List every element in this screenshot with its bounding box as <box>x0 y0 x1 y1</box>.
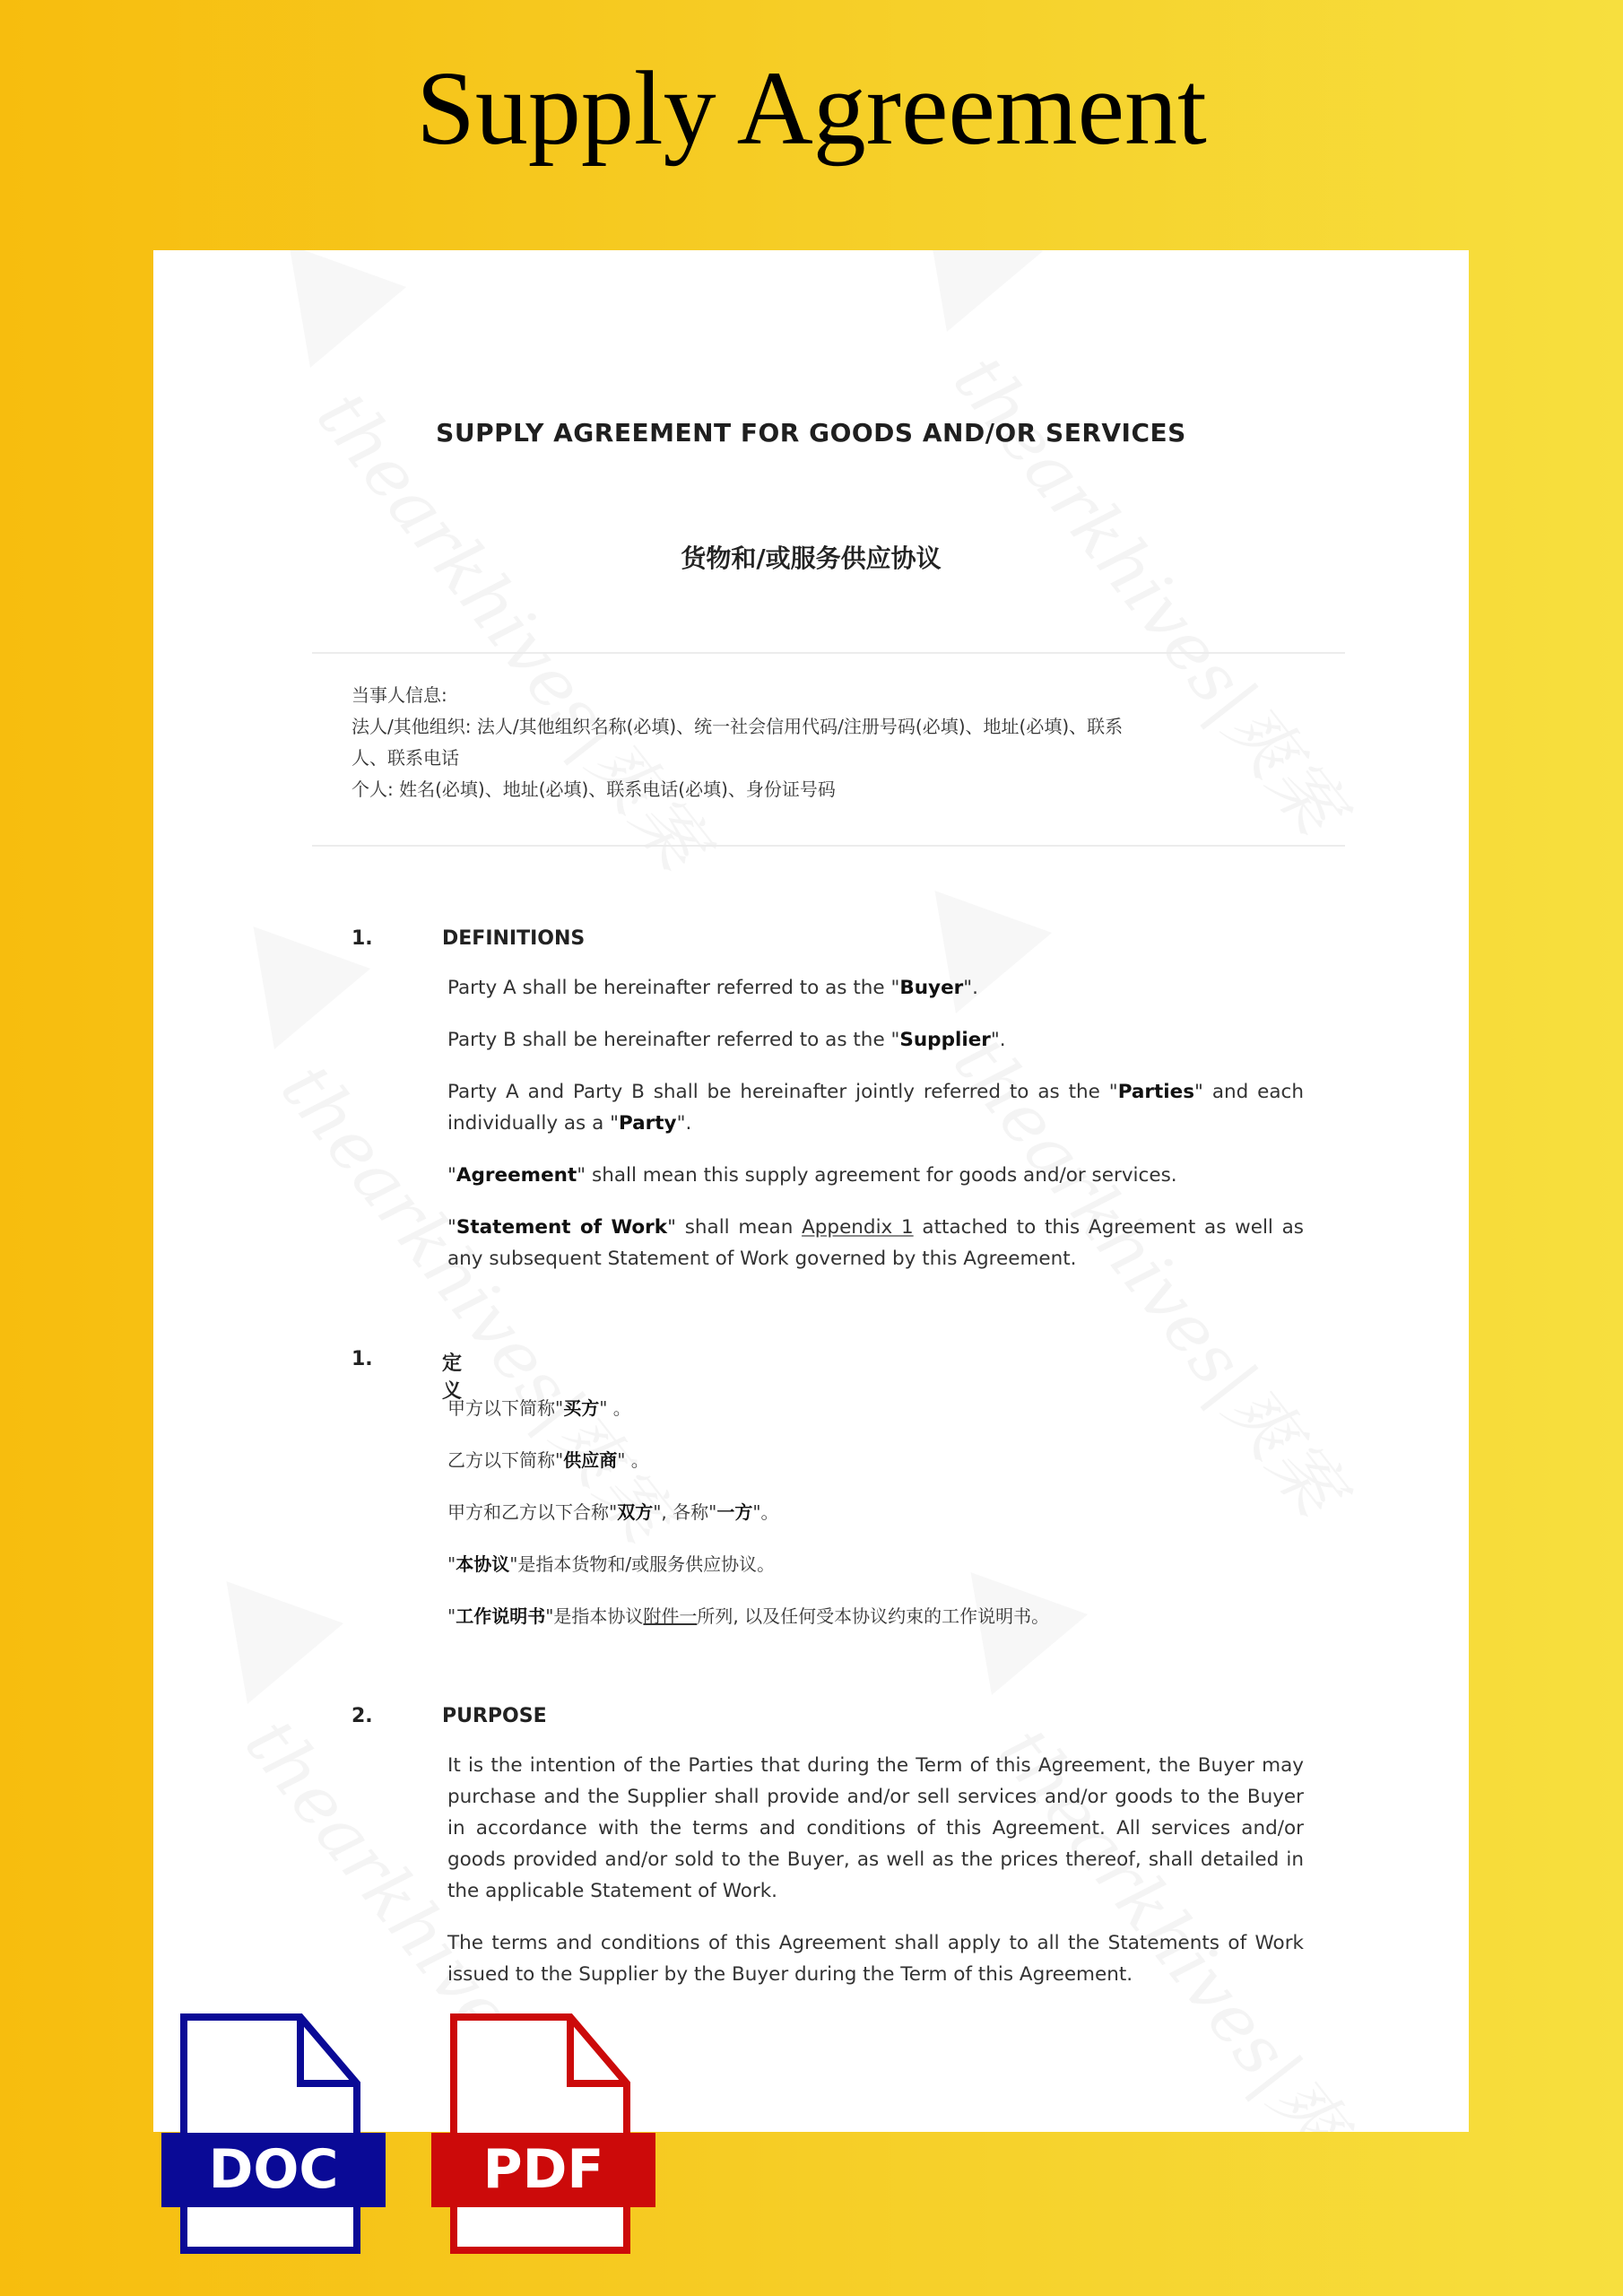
purpose-paragraph: The terms and conditions of this Agreement shall apply to all the Statements of Work issued to the Supplier by the Buyer during the Term of this Agreement. <box>447 1932 1304 1986</box>
banner-title: Supply Agreement <box>416 49 1207 167</box>
definition-paragraph: "Statement of Work" shall mean Appendix 1 attached to this Agreement as well as any subsequent Statement of Work governed by this Agreement. <box>447 1216 1304 1270</box>
document-title-cn: 货物和/或服务供应协议 <box>681 544 942 573</box>
party-info-line: 个人: 姓名(必填)、地址(必填)、联系电话(必填)、身份证号码 <box>352 778 836 800</box>
definition-paragraph: "Agreement" shall mean this supply agreement for goods and/or services. <box>447 1164 1177 1187</box>
definition-paragraph-cn: 甲方和乙方以下合称"双方", 各称"一方"。 <box>447 1501 779 1523</box>
pdf-format-icon[interactable] <box>431 2013 655 2259</box>
section-title: 定义 <box>442 1352 463 1403</box>
definition-paragraph-cn: 甲方以下简称"买方" 。 <box>447 1397 631 1419</box>
watermark-logo-icon <box>878 250 1043 332</box>
definition-paragraph: Party A shall be hereinafter referred to as the "Buyer". <box>447 977 978 999</box>
document-page <box>153 250 1469 2132</box>
definition-paragraph-cn: "工作说明书"是指本协议附件一所列, 以及任何受本协议约束的工作说明书。 <box>447 1605 1050 1627</box>
section-number: 2. <box>352 1705 373 1727</box>
watermark-logo-icon <box>241 250 406 368</box>
watermark-logo-icon <box>178 1541 343 1704</box>
section-number: 1. <box>352 1348 373 1370</box>
divider <box>312 845 1345 847</box>
appendix-link[interactable]: Appendix 1 <box>802 1216 914 1239</box>
divider <box>312 652 1345 654</box>
section-number: 1. <box>352 927 373 950</box>
definition-paragraph-cn: "本协议"是指本货物和/或服务供应协议。 <box>447 1553 776 1575</box>
appendix-link[interactable]: 附件一 <box>643 1605 698 1627</box>
doc-format-icon[interactable] <box>161 2013 386 2259</box>
party-info-heading: 当事人信息: <box>352 684 447 706</box>
section-title: DEFINITIONS <box>442 927 586 950</box>
document-title: SUPPLY AGREEMENT FOR GOODS AND/OR SERVICES <box>436 418 1186 448</box>
watermark-logo-icon <box>205 886 370 1049</box>
section-title: PURPOSE <box>442 1705 547 1727</box>
party-info <box>352 680 1356 805</box>
purpose-paragraph: It is the intention of the Parties that during the Term of this Agreement, the Buyer may purchase and the Supplier shall provide and/or sell services and/or goods to the Buyer in accordance with the terms and conditions of this Agreement. All services and/or goods provided and/or sold to the Buyer, as well as the prices thereof, shall detailed in the applicable Statement of Work. <box>447 1754 1304 1902</box>
pdf-label: PDF <box>482 2138 604 2201</box>
party-info-line: 人、联系电话 <box>352 747 459 769</box>
doc-label: DOC <box>208 2138 339 2201</box>
definition-paragraph: Party A and Party B shall be hereinafter jointly referred to as the "Parties" and each individually as a "Party". <box>447 1081 1305 1135</box>
definition-paragraph-cn: 乙方以下简称"供应商" 。 <box>447 1449 649 1471</box>
party-info-line: 法人/其他组织: 法人/其他组织名称(必填)、统一社会信用代码/注册号码(必填)、地址(必填)、联系 <box>352 716 1124 737</box>
definition-paragraph: Party B shall be hereinafter referred to as the "Supplier". <box>447 1029 1006 1051</box>
